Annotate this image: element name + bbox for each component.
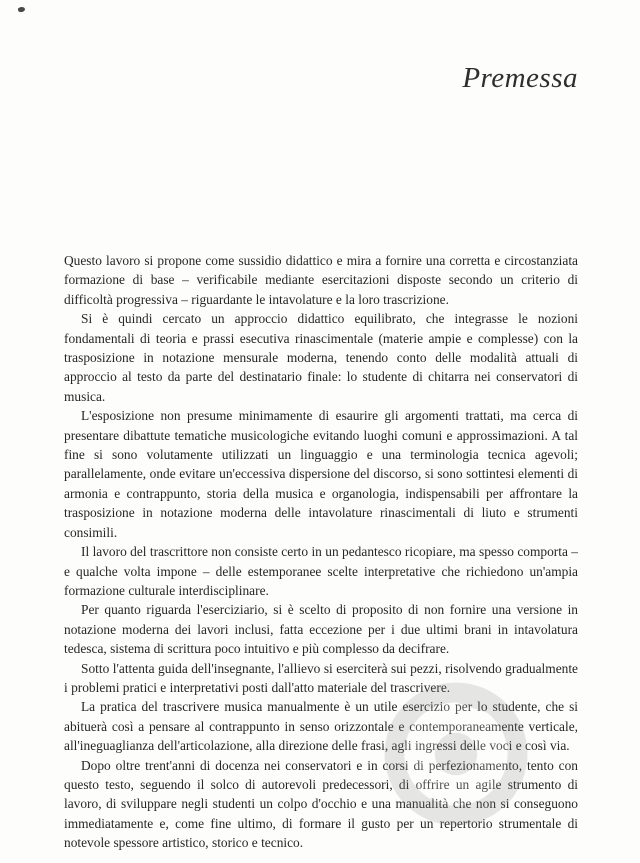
paragraph: Si è quindi cercato un approccio didattico equilibrato, che integrasse le nozioni fondamentali di teoria e prassi esecutiva rinascimentale (materie ampie e complesse) con la trasposizione in notazione mensurale moderna, tenendo conto delle modalità attuali di approccio al testo da parte del destinatario finale: lo studente di chitarra nei conservatori di musica.: [64, 311, 578, 404]
scan-artifact-speck: [17, 6, 25, 13]
paragraph: Dopo oltre trent'anni di docenza nei conservatori e in corsi di perfezionamento, tento con questo testo, seguendo il solco di autorevoli predecessori, di offrire un agile strumento di lavoro, di sviluppare negli studenti un colpo d'occhio e una manualità che non si conseguono immediatamente e, come fine ultimo, di formare il gusto per un repertorio strumentale di notevole spessore artistico, storico e tecnico.: [64, 757, 578, 851]
paragraph: L'esposizione non presume minimamente di esaurire gli argomenti trattati, ma cerca di presentare dibattute tematiche musicologiche evitando luoghi comuni e approssimazioni. A tal fine si sono volutamente utilizzati un linguaggio e una terminologia tecnica agevoli; parallelamente, onde evitare un'eccessiva dispersione del discorso, si sono sottintesi elementi di armonia e contrappunto, storia della musica e organologia, indispensabili per affrontare la trasposizione in notazione moderna delle intavolature rinascimentali di liuto e strumenti consimili.: [64, 408, 578, 540]
page-title: Premessa: [462, 62, 578, 94]
paragraph: Sotto l'attenta guida dell'insegnante, l'allievo si eserciterà sui pezzi, risolvendo gradualmente i problemi pratici e interpretativi posti dall'atto materiale del trascrivere.: [64, 660, 578, 695]
paragraph: La pratica del trascrivere musica manualmente è un utile esercizio per lo studente, che si abituerà così a pensare al contrappunto in senso orizzontale e contemporaneamente verticale, all'ineguaglianza dell'articolazione, alla direzione delle frasi, agli ingressi delle voci e così via.: [64, 699, 578, 754]
paragraph: Per quanto riguarda l'eserciziario, si è scelto di proposito di non fornire una versione in notazione moderna dei lavori inclusi, fatta eccezione per i due ultimi brani in intavolatura tedesca, sistema di scrittura poco intuitivo e più complesso da decifrare.: [64, 602, 578, 657]
body-text-block: [64, 251, 578, 853]
paragraph: Il lavoro del trascrittore non consiste certo in un pedantesco ricopiare, ma spesso comporta – e qualche volta impone – delle estemporanee scelte interpretative che richiedono un'ampia formazione culturale interdisciplinare.: [64, 544, 578, 598]
paragraph: Questo lavoro si propone come sussidio didattico e mira a fornire una corretta e circostanziata formazione di base – verificabile mediante esercitazioni disposte secondo un criterio di difficoltà progressiva – riguardante le intavolature e la loro trascrizione.: [64, 253, 578, 307]
